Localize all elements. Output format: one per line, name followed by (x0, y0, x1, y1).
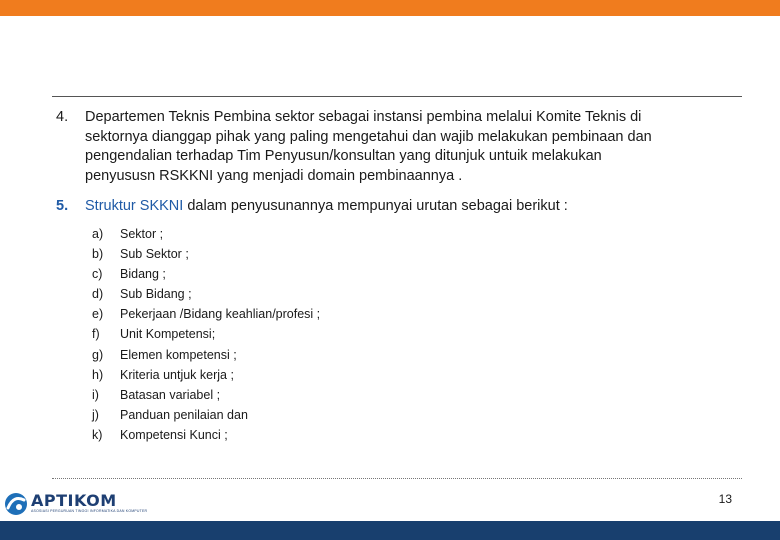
item-5-heading: Struktur SKKNI (85, 198, 184, 214)
sublist-letter: a) (92, 226, 104, 241)
sublist-item (92, 244, 746, 264)
sublist-item (92, 284, 746, 304)
item-5-description: dalam penyusunannya mempunyai urutan sebagai berikut : (183, 198, 568, 214)
sublist-letter: i) (92, 388, 99, 402)
item-5-number: 5. (56, 198, 69, 214)
sublist-letter: j) (92, 408, 99, 423)
slide-content (56, 108, 746, 446)
sublist-text: Bidang ; (120, 266, 166, 281)
sublist-item (92, 304, 746, 324)
item-4-line: pengendalian terhadap Tim Penyusun/konsultan yang ditunjuk untuik melakukan (85, 148, 602, 164)
logo-name: APTIKOM (31, 491, 117, 510)
sublist-letter: k) (92, 428, 103, 443)
item-4-text (85, 108, 746, 186)
page-number: 13 (718, 492, 732, 506)
sublist-text: Pekerjaan /Bidang keahlian/profesi ; (120, 307, 321, 322)
sublist-letter: b) (92, 246, 104, 261)
bottom-accent-bar (0, 521, 780, 540)
sublist-item (92, 405, 746, 425)
sublist-item (92, 224, 746, 244)
sublist-item (92, 345, 746, 365)
list-item-5 (56, 197, 746, 217)
sublist-text: Elemen kompetensi ; (120, 347, 237, 362)
sublist-text: Sektor ; (120, 226, 164, 241)
bottom-divider (52, 478, 742, 479)
sublist-letter: f) (92, 327, 100, 342)
sublist-text: Kriteria untjuk kerja ; (120, 367, 234, 382)
sublist-text: Panduan penilaian dan (120, 408, 248, 423)
sublist-text: Kompetensi Kunci ; (120, 428, 228, 443)
sublist-letter: c) (92, 266, 103, 281)
item-4-line: sektornya dianggap pihak yang paling mengetahui dan wajib melakukan pembinaan dan (85, 128, 652, 145)
sublist-item (92, 324, 746, 344)
aptikom-logo-icon (4, 492, 28, 516)
sublist-item (92, 264, 746, 284)
logo-tagline: ASOSIASI PERGURUAN TINGGI INFORMATIKA DAN KOMPUTER (31, 509, 148, 513)
sublist-letter: g) (92, 347, 104, 362)
item-4-line: penyususn RSKKNI yang menjadi domain pembinaannya . (85, 167, 463, 184)
item-4-line: Departemen Teknis Pembina sektor sebagai instansi pembina melalui Komite Teknis di (85, 109, 642, 125)
sublist-item (92, 425, 746, 445)
sublist-item (92, 365, 746, 385)
sublist-text: Unit Kompetensi; (120, 327, 216, 342)
top-divider (52, 96, 742, 97)
sublist-letter: d) (92, 287, 104, 302)
top-accent-bar (0, 0, 780, 16)
structure-sublist (92, 224, 746, 446)
item-4-number: 4. (56, 109, 69, 125)
sublist-letter: h) (92, 367, 104, 382)
sublist-item (92, 385, 746, 405)
aptikom-logo (4, 492, 147, 516)
sublist-text: Sub Bidang ; (120, 287, 192, 302)
sublist-text: Sub Sektor ; (120, 246, 189, 261)
sublist-text: Batasan variabel ; (120, 388, 221, 402)
list-item-4 (56, 108, 746, 186)
sublist-letter: e) (92, 307, 104, 322)
item-5-text (85, 197, 568, 217)
logo-text (31, 492, 147, 514)
